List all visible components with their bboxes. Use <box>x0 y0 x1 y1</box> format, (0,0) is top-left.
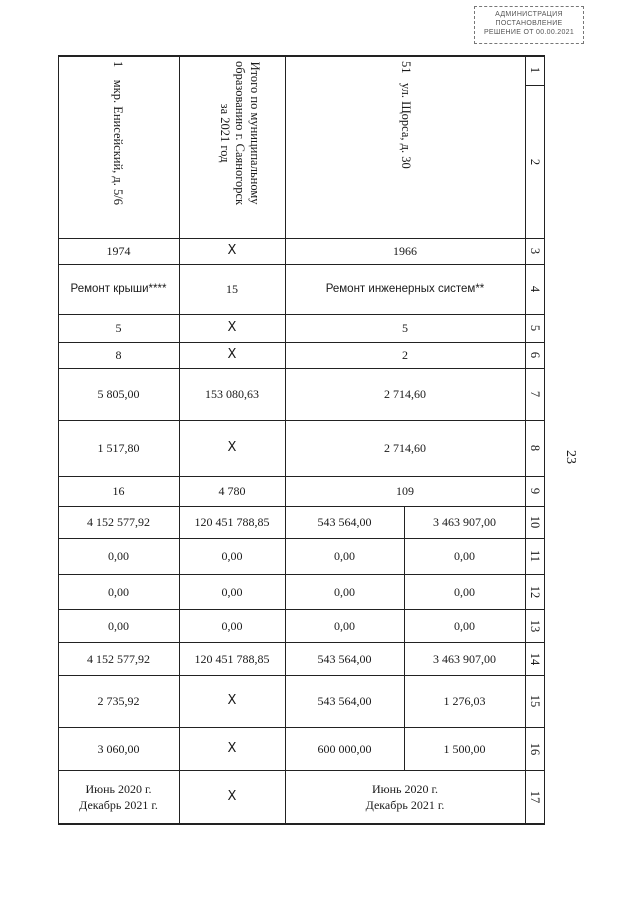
cell-value: 4 152 577,92 <box>87 515 150 529</box>
table-rule <box>58 420 545 421</box>
row-index-label: 5 <box>527 324 542 332</box>
row-index-label: 4 <box>527 285 542 293</box>
cell-col-b <box>179 264 285 314</box>
row-index-cell <box>525 264 544 314</box>
cell-col-c <box>285 238 525 264</box>
cell-value: 3 060,00 <box>97 741 140 756</box>
cell-value: 0,00 <box>108 549 129 563</box>
cell-col-a <box>58 642 179 675</box>
row-index-label: 14 <box>527 652 542 665</box>
cell-col-c <box>285 476 525 506</box>
cell-col-b <box>179 420 285 476</box>
cell-col-a <box>58 314 179 342</box>
cell-col-b <box>179 675 285 727</box>
cell-col-c <box>285 420 525 476</box>
cell-col-a <box>58 476 179 506</box>
table-rule <box>179 55 180 823</box>
cell-col-b <box>179 506 285 538</box>
cell-col-c1 <box>285 609 404 642</box>
cell-col-b <box>179 342 285 368</box>
cell-value: 16 <box>112 484 125 498</box>
cell-value: 1966 <box>393 244 417 258</box>
cell-col-c2 <box>404 727 525 770</box>
row-index-cell <box>525 342 544 368</box>
cell-col-a <box>58 538 179 574</box>
cell-value: X <box>227 693 237 708</box>
row-index-label: 3 <box>527 247 542 255</box>
cell-col-a <box>58 609 179 642</box>
cell-col-c1 <box>285 538 404 574</box>
cell-col-a <box>58 238 179 264</box>
table-rule <box>58 538 545 539</box>
cell-col-b <box>179 238 285 264</box>
cell-col-a <box>58 506 179 538</box>
stamp-line: ПОСТАНОВЛЕНИЕ <box>495 20 563 27</box>
cell-value: 1 500,00 <box>443 741 486 756</box>
cell-col-c <box>285 264 525 314</box>
cell-value: 2 <box>402 348 408 362</box>
table-rule <box>58 476 545 477</box>
cell-value: 0,00 <box>221 549 243 563</box>
cell-value: 600 000,00 <box>317 741 372 756</box>
row-index-cell <box>525 770 544 823</box>
row-index-cell <box>525 368 544 420</box>
cell-col-c1 <box>285 642 404 675</box>
cell-col-a <box>58 368 179 420</box>
row-index-label: 2 <box>527 158 542 165</box>
row-index-label: 13 <box>527 619 542 632</box>
cell-col-a <box>58 574 179 609</box>
row-index-label: 8 <box>527 444 542 452</box>
row-index-label: 7 <box>527 390 542 398</box>
table-rule <box>58 55 59 823</box>
header-col-b-label: Итого по муниципальному образованию г. Саяногорск за 2021 год <box>218 61 262 206</box>
row-index-label: 16 <box>527 742 542 755</box>
cell-col-a <box>58 264 179 314</box>
cell-value: Ремонт инженерных систем** <box>325 283 485 295</box>
cell-value: 2 714,60 <box>384 387 426 401</box>
cell-value: 8 <box>115 348 122 362</box>
cell-col-c1 <box>285 506 404 538</box>
header-col-b <box>179 55 285 238</box>
cell-value: 0,00 <box>108 618 129 633</box>
cell-value: X <box>227 440 237 455</box>
table-rule <box>58 609 545 610</box>
table-rule <box>58 55 545 57</box>
cell-value: 543 564,00 <box>317 651 372 666</box>
row-index-cell <box>525 238 544 264</box>
cell-value: Ремонт крыши**** <box>70 283 167 295</box>
cell-col-b <box>179 476 285 506</box>
row-index-label: 12 <box>527 585 542 598</box>
cell-col-c1 <box>285 574 404 609</box>
table-rule <box>58 727 545 728</box>
cell-col-b <box>179 574 285 609</box>
table-rule <box>404 506 405 770</box>
table-rule <box>58 642 545 643</box>
cell-value: 3 463 907,00 <box>433 651 496 666</box>
header-row-index <box>525 85 544 238</box>
row-index-cell <box>525 314 544 342</box>
cell-value: 0,00 <box>454 618 475 633</box>
table-rule <box>58 314 545 315</box>
cell-value: 120 451 788,85 <box>194 515 270 529</box>
table-rule <box>58 342 545 343</box>
cell-value: 0,00 <box>334 618 355 633</box>
cell-col-b <box>179 538 285 574</box>
row-index-label: 11 <box>527 549 542 563</box>
row-index-label: 1 <box>527 66 542 74</box>
row-index-cell <box>525 675 544 727</box>
header-col-a-num: 1 <box>110 61 125 68</box>
row-index-cell <box>525 506 544 538</box>
cell-col-c <box>285 314 525 342</box>
cell-value: 153 080,63 <box>205 387 259 401</box>
cell-col-a <box>58 420 179 476</box>
cell-value: 0,00 <box>454 549 475 563</box>
cell-col-c2 <box>404 506 525 538</box>
cell-value: 0,00 <box>221 584 243 599</box>
header-col-c-num: 51 <box>399 61 413 74</box>
cell-col-b <box>179 770 285 823</box>
row-index-cell <box>525 476 544 506</box>
cell-col-c2 <box>404 675 525 727</box>
cell-col-b <box>179 609 285 642</box>
table-rule <box>544 55 545 823</box>
header-col-a-name: мкр. Енисейский, д. 5/6 <box>110 79 125 206</box>
cell-value: X <box>227 347 237 362</box>
cell-col-a <box>58 342 179 368</box>
table-rule <box>58 675 545 676</box>
cell-value: X <box>227 320 237 335</box>
cell-col-c1 <box>285 675 404 727</box>
cell-value: 4 780 <box>218 484 246 498</box>
cell-value: 0,00 <box>334 584 355 599</box>
cell-value: 543 564,00 <box>317 694 372 708</box>
cell-value: 4 152 577,92 <box>87 651 150 666</box>
cell-value: 3 463 907,00 <box>433 515 496 529</box>
table-rule <box>58 368 545 369</box>
header-col-c-text <box>398 61 413 169</box>
cell-col-a <box>58 727 179 770</box>
cell-value: X <box>227 740 237 756</box>
cell-col-c2 <box>404 642 525 675</box>
cell-value: 15 <box>226 282 238 296</box>
cell-value: 5 805,00 <box>97 387 140 401</box>
cell-col-a <box>58 770 179 823</box>
stamp-line: АДМИНИСТРАЦИЯ <box>495 11 563 18</box>
cell-value: 1974 <box>106 244 131 258</box>
header-col-a-text <box>109 61 127 205</box>
cell-value: 543 564,00 <box>317 515 372 529</box>
table-rule <box>285 55 286 823</box>
row-index-label: 9 <box>527 487 542 495</box>
cell-value: 0,00 <box>334 549 355 563</box>
table-rule <box>58 264 545 265</box>
cell-value: 1 276,03 <box>443 694 486 708</box>
header-col-a <box>58 55 179 238</box>
row-index-cell <box>525 574 544 609</box>
cell-value: 109 <box>396 484 414 498</box>
table-rule <box>58 238 545 239</box>
cell-col-a <box>58 675 179 727</box>
cell-value: 1 517,80 <box>97 441 140 455</box>
cell-value: Июнь 2020 г. Декабрь 2021 г. <box>79 781 158 812</box>
header-col-c-name: ул. Щорса, д. 30 <box>399 82 413 169</box>
cell-col-c2 <box>404 609 525 642</box>
cell-value: 5 <box>115 321 122 335</box>
cell-col-b <box>179 314 285 342</box>
cell-value: 2 714,60 <box>384 441 426 455</box>
stamp-line: РЕШЕНИЕ ОТ 00.00.2021 <box>483 29 575 36</box>
table-rule <box>58 574 545 575</box>
cell-value: X <box>227 788 237 804</box>
row-index-cell <box>525 642 544 675</box>
header-col-c <box>285 55 525 238</box>
page-number: 23 <box>563 450 578 464</box>
cell-value: 120 451 788,85 <box>194 651 270 666</box>
cell-value: Июнь 2020 г. Декабрь 2021 г. <box>365 781 445 812</box>
row-index-label: 17 <box>527 790 542 803</box>
header-row-index <box>525 55 544 85</box>
table-rule <box>58 823 545 825</box>
row-index-label: 6 <box>527 351 542 359</box>
cell-col-b <box>179 642 285 675</box>
cell-col-b <box>179 368 285 420</box>
table-rule <box>525 85 544 86</box>
row-index-cell <box>525 609 544 642</box>
cell-value: X <box>227 243 237 258</box>
table-rule <box>58 770 545 771</box>
row-index-cell <box>525 420 544 476</box>
row-index-label: 15 <box>527 694 542 708</box>
cell-value: 0,00 <box>454 584 475 599</box>
cell-value: 5 <box>402 321 408 335</box>
table-rule <box>58 506 545 507</box>
cell-col-c <box>285 342 525 368</box>
cell-col-c <box>285 770 525 823</box>
row-index-cell <box>525 538 544 574</box>
row-index-cell <box>525 727 544 770</box>
cell-col-c2 <box>404 574 525 609</box>
cell-col-c1 <box>285 727 404 770</box>
cell-value: 0,00 <box>108 584 129 599</box>
row-index-label: 10 <box>527 515 542 529</box>
cell-col-b <box>179 727 285 770</box>
cell-col-c2 <box>404 538 525 574</box>
cell-col-c <box>285 368 525 420</box>
table-rule <box>525 55 526 823</box>
cell-value: 0,00 <box>221 618 243 633</box>
cell-value: 2 735,92 <box>97 694 140 708</box>
